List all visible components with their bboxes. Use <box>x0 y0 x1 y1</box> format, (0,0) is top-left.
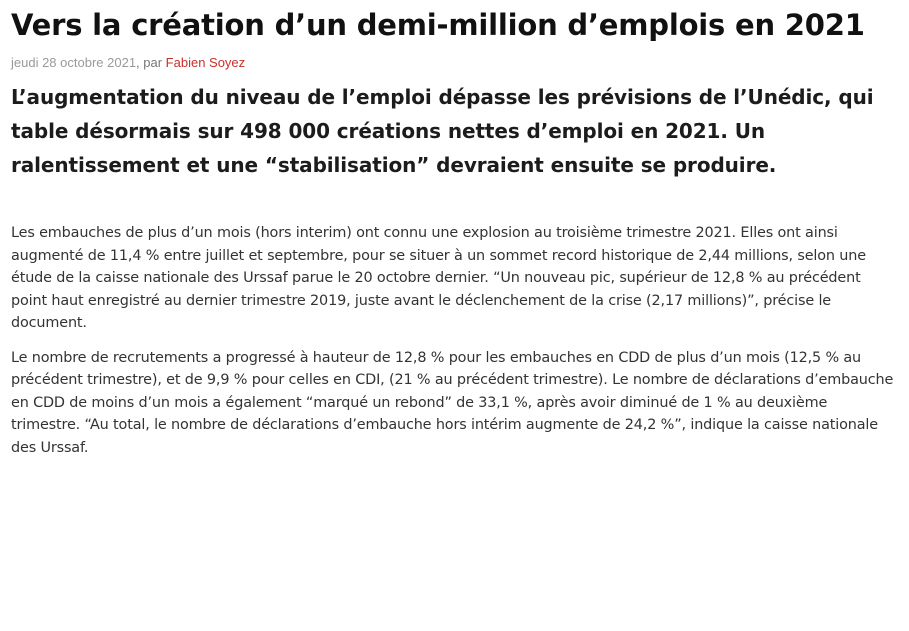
author-link[interactable]: Fabien Soyez <box>165 55 246 70</box>
article-lead: L’augmentation du niveau de l’emploi dépasse les prévisions de l’Unédic, qui table désormais sur 498 000 créations nettes d’emploi en 2021. Un ralentissement et une “stabilisation” devraient ensuite se produire. <box>11 85 874 177</box>
article-title: Vers la création d’un demi-million d’emplois en 2021 <box>11 8 865 42</box>
article-meta <box>11 54 899 72</box>
byline-separator: , par <box>136 55 166 70</box>
publish-date: jeudi 28 octobre 2021 <box>11 55 137 70</box>
article <box>11 0 899 471</box>
body-paragraph: Les embauches de plus d’un mois (hors interim) ont connu une explosion au troisième trimestre 2021. Elles ont ainsi augmenté de 11,4 % entre juillet et septembre, pour se situer à un sommet record historique de 2,44 millions, selon une étude de la caisse nationale des Urssaf parue le 20 octobre dernier. “Un nouveau pic, supérieur de 12,8 % au précédent point haut enregistré au dernier trimestre 2019, juste avant le déclenchement de la crise (2,17 millions)”, précise le document. <box>11 225 866 331</box>
article-body <box>11 222 899 459</box>
body-paragraph: Le nombre de recrutements a progressé à hauteur de 12,8 % pour les embauches en CDD de plus d’un mois (12,5 % au précédent trimestre), et de 9,9 % pour celles en CDI, (21 % au précédent trimestre). Le nombre de déclarations d’embauche en CDD de moins d’un mois a également “marqué un rebond” de 33,1 %, après avoir diminué de 1 % au deuxième trimestre. “Au total, le nombre de déclarations d’embauche hors intérim augmente de 24,2 %”, indique la caisse nationale des Urssaf. <box>11 349 894 456</box>
